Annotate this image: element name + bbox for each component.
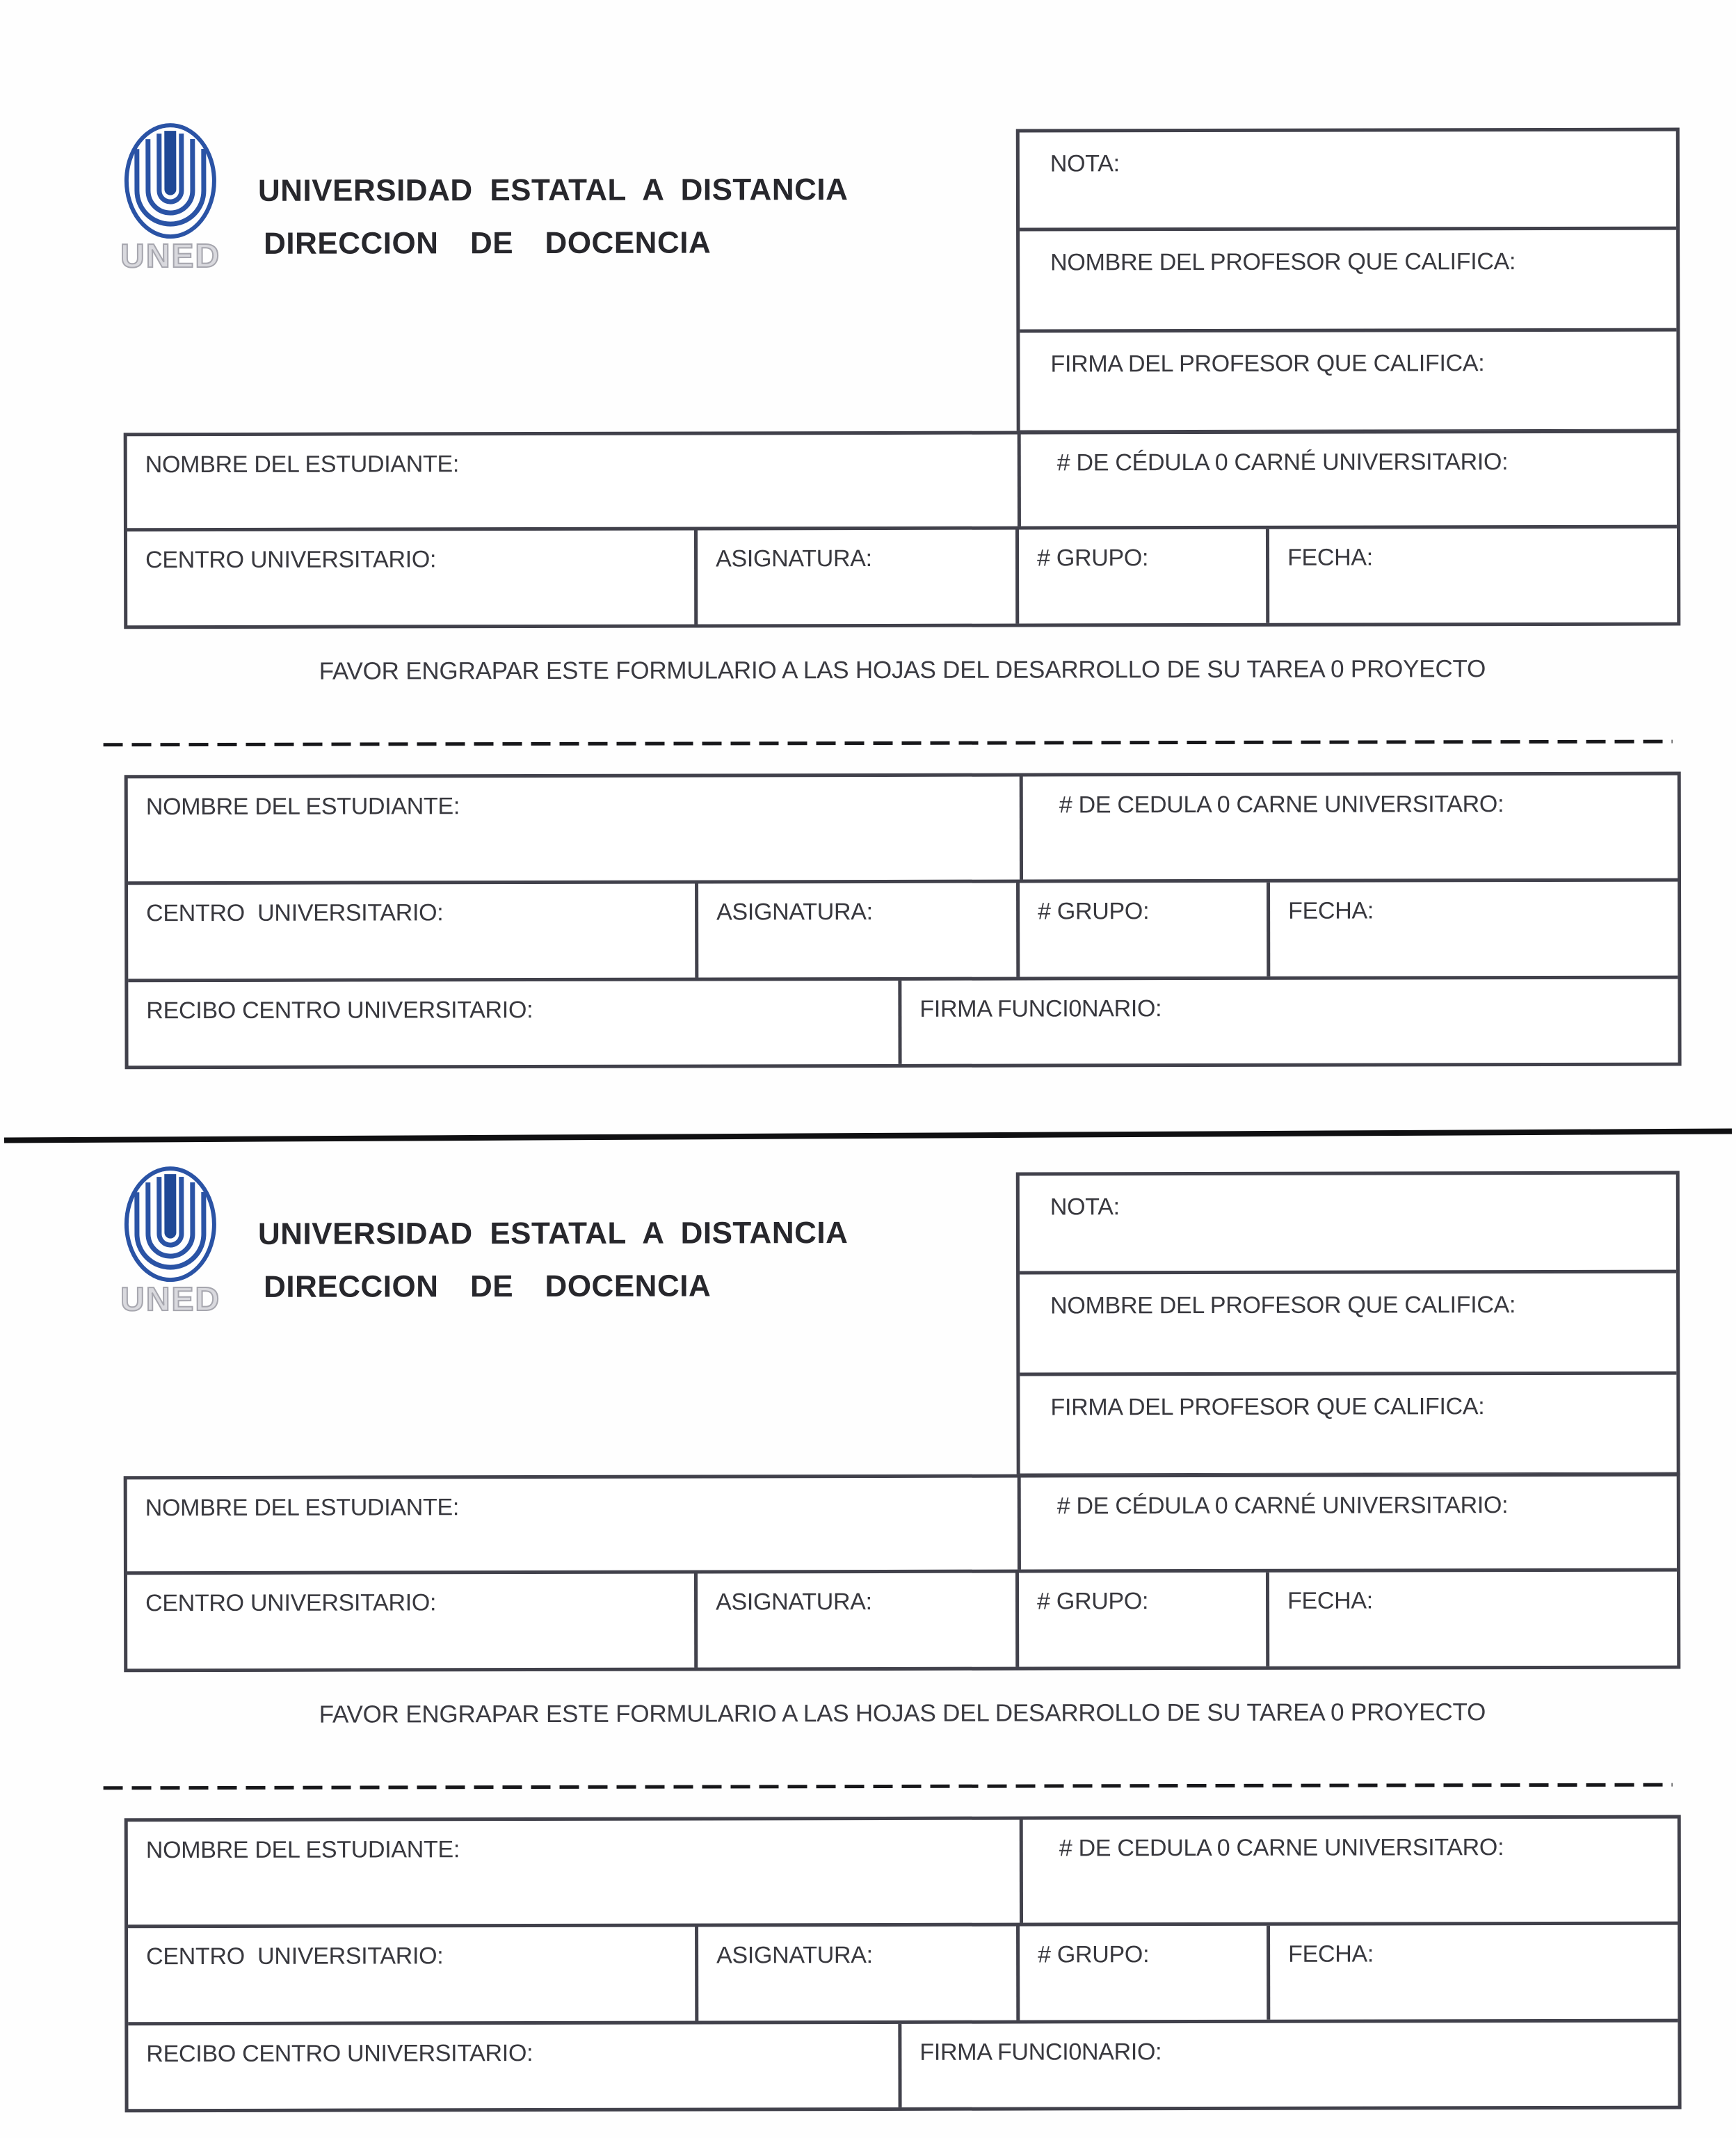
date-label: FECHA: xyxy=(1287,1587,1373,1614)
stub-university-center-label: CENTRO UNIVERSITARIO: xyxy=(146,899,444,927)
stub-student-name-label: NOMBRE DEL ESTUDIANTE: xyxy=(145,1836,460,1864)
uned-logo-text: UNED xyxy=(121,237,221,275)
receipt-stub-table xyxy=(124,1815,1682,2113)
uned-logo xyxy=(122,120,222,280)
student-id-label: # DE CÉDULA 0 CARNÉ UNIVERSITARIO: xyxy=(1056,1492,1509,1520)
org-department: DIRECCION DE DOCENCIA xyxy=(264,225,712,261)
stub-receipt-label: RECIBO CENTRO UNIVERSITARIO: xyxy=(146,2040,533,2068)
stub-course-label: ASIGNATURA: xyxy=(716,898,873,926)
stub-student-id-label: # DE CEDULA 0 CARNE UNIVERSITARO: xyxy=(1059,791,1504,819)
student-table xyxy=(124,430,1681,629)
stub-receipt-row xyxy=(128,2023,1678,2109)
student-id-cell xyxy=(1021,1477,1677,1570)
professor-signature-cell xyxy=(1020,1375,1676,1474)
stub-date-cell xyxy=(1270,882,1678,976)
stub-university-center-cell xyxy=(128,1927,698,2023)
stub-student-name-cell xyxy=(128,1820,1023,1925)
uned-logo-mark xyxy=(122,120,222,280)
student-name-cell xyxy=(127,1478,1021,1572)
student-table xyxy=(124,1473,1681,1673)
stub-course-cell xyxy=(698,1927,1020,2021)
org-name: UNIVERSIDAD ESTATAL A DISTANCIA xyxy=(257,172,849,208)
stub-date-label: FECHA: xyxy=(1288,1940,1374,1968)
nota-cell xyxy=(1020,1175,1676,1275)
course-cell xyxy=(698,530,1019,625)
org-department: DIRECCION DE DOCENCIA xyxy=(264,1269,712,1304)
course-label: ASIGNATURA: xyxy=(716,545,872,572)
group-cell xyxy=(1019,529,1269,624)
stub-student-name-cell xyxy=(128,777,1023,882)
stub-student-id-cell xyxy=(1023,775,1678,880)
student-name-cell xyxy=(127,435,1021,529)
staple-instruction: FAVOR ENGRAPAR ESTE FORMULARIO A LAS HOJAS DEL DESARROLLO DE SU TAREA 0 PROYECTO xyxy=(319,1698,1486,1728)
university-center-label: CENTRO UNIVERSITARIO: xyxy=(145,546,437,574)
professor-signature-label: FIRMA DEL PROFESOR QUE CALIFICA: xyxy=(1050,1393,1485,1421)
stub-official-signature-label: FIRMA FUNCI0NARIO: xyxy=(919,2039,1162,2066)
date-cell xyxy=(1269,529,1677,623)
stub-date-cell xyxy=(1270,1925,1678,2020)
stub-date-label: FECHA: xyxy=(1288,897,1374,924)
date-label: FECHA: xyxy=(1287,544,1373,571)
student-name-label: NOMBRE DEL ESTUDIANTE: xyxy=(145,451,460,479)
stub-student-id-cell xyxy=(1023,1819,1678,1923)
student-name-row xyxy=(127,1477,1677,1575)
staple-instruction: FAVOR ENGRAPAR ESTE FORMULARIO A LAS HOJAS DEL DESARROLLO DE SU TAREA 0 PROYECTO xyxy=(319,655,1486,685)
stub-name-row xyxy=(128,775,1678,885)
course-label: ASIGNATURA: xyxy=(716,1588,872,1616)
student-detail-row xyxy=(127,529,1677,626)
org-name: UNIVERSIDAD ESTATAL A DISTANCIA xyxy=(257,1216,849,1251)
professor-name-cell xyxy=(1020,230,1676,333)
professor-signature-label: FIRMA DEL PROFESOR QUE CALIFICA: xyxy=(1050,350,1485,378)
stub-student-id-label: # DE CEDULA 0 CARNE UNIVERSITARO: xyxy=(1059,1834,1504,1862)
stub-university-center-cell xyxy=(128,884,698,979)
university-center-cell xyxy=(127,1574,698,1669)
stub-group-label: # GRUPO: xyxy=(1038,898,1150,925)
stub-university-center-label: CENTRO UNIVERSITARIO: xyxy=(146,1943,444,1970)
stub-group-label: # GRUPO: xyxy=(1038,1941,1150,1968)
uned-logo-mark xyxy=(122,1163,222,1323)
form-copy xyxy=(0,1041,1736,2130)
stub-student-name-label: NOMBRE DEL ESTUDIANTE: xyxy=(145,793,460,821)
university-center-cell xyxy=(127,531,698,626)
receipt-stub-table xyxy=(124,772,1682,1070)
stub-course-cell xyxy=(698,883,1020,978)
student-name-row xyxy=(127,433,1677,532)
stub-receipt-label: RECIBO CENTRO UNIVERSITARIO: xyxy=(146,997,533,1024)
student-id-cell xyxy=(1021,433,1677,527)
professor-name-label: NOMBRE DEL PROFESOR QUE CALIFICA: xyxy=(1050,1292,1516,1319)
nota-cell xyxy=(1020,131,1676,232)
professor-name-label: NOMBRE DEL PROFESOR QUE CALIFICA: xyxy=(1050,248,1516,276)
date-cell xyxy=(1269,1572,1677,1666)
nota-label: NOTA: xyxy=(1050,1193,1120,1221)
nota-label: NOTA: xyxy=(1050,150,1120,177)
group-label: # GRUPO: xyxy=(1037,1588,1149,1615)
stub-group-cell xyxy=(1020,1926,1270,2020)
student-name-label: NOMBRE DEL ESTUDIANTE: xyxy=(145,1494,460,1522)
stub-name-row xyxy=(128,1819,1678,1929)
student-id-label: # DE CÉDULA 0 CARNÉ UNIVERSITARIO: xyxy=(1056,449,1509,476)
stub-official-signature-label: FIRMA FUNCI0NARIO: xyxy=(919,995,1162,1022)
stub-receipt-cell xyxy=(128,2024,901,2109)
professor-name-cell xyxy=(1020,1273,1676,1376)
stub-detail-row xyxy=(128,1925,1678,2026)
stub-detail-row xyxy=(128,882,1678,983)
stub-course-label: ASIGNATURA: xyxy=(716,1941,873,1969)
stub-official-signature-cell xyxy=(901,2023,1678,2107)
course-cell xyxy=(698,1573,1019,1668)
grading-table xyxy=(1016,128,1680,434)
uned-logo-text: UNED xyxy=(121,1280,221,1319)
stub-group-cell xyxy=(1020,883,1270,977)
group-label: # GRUPO: xyxy=(1037,545,1149,572)
grading-table xyxy=(1016,1171,1680,1477)
student-detail-row xyxy=(127,1572,1677,1669)
uned-logo xyxy=(122,1163,222,1323)
professor-signature-cell xyxy=(1020,332,1676,431)
group-cell xyxy=(1019,1573,1269,1667)
university-center-label: CENTRO UNIVERSITARIO: xyxy=(145,1589,437,1617)
